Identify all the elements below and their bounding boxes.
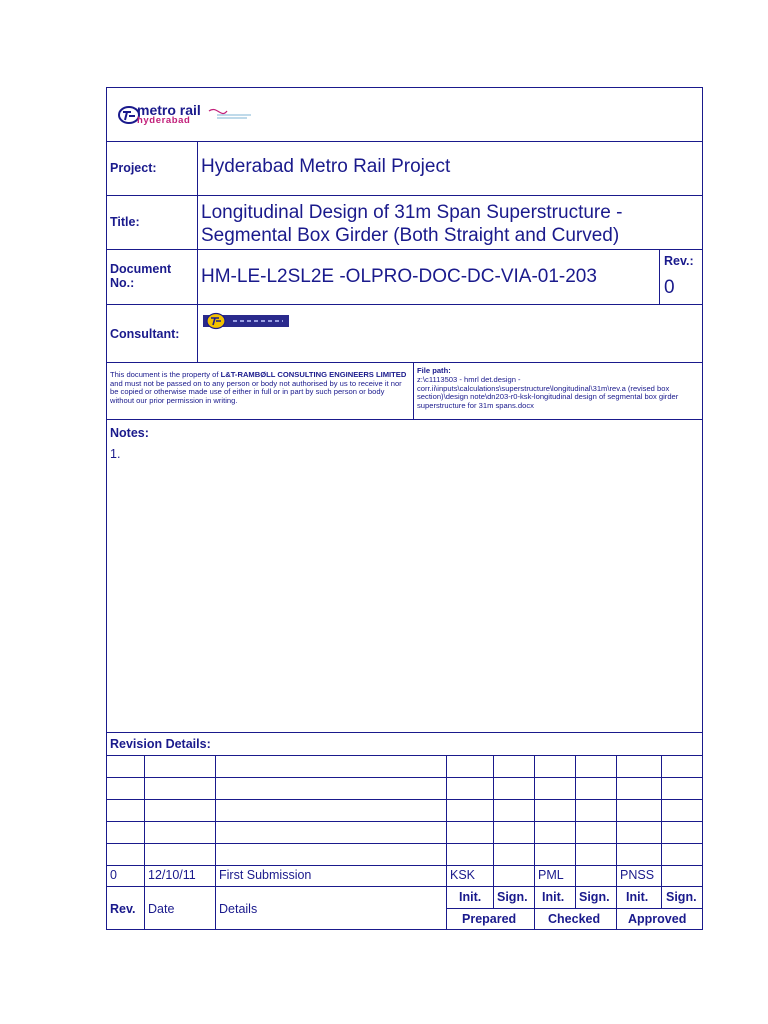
revision-date: 12/10/11: [148, 868, 196, 882]
title-line2: Segmental Box Girder (Both Straight and Curved): [201, 225, 620, 246]
logo-text-line2: hyderabad: [137, 115, 191, 126]
file-path-label: File path:: [417, 366, 451, 375]
divider: [144, 755, 145, 930]
divider: [106, 843, 703, 844]
ownership-notice: [110, 371, 410, 405]
divider: [106, 419, 703, 420]
divider: [413, 362, 414, 419]
header-init-checked: Init.: [542, 890, 565, 904]
file-path-value: z:\c1113503 - hmrl det.design - corr.ii\inputs\calculations\superstructure\longitudinal\31m\rev.a (revised box section)\design note\dn203-r0-ksk-longitudinal design of segmental box girder superstructure for 31m spans.docx: [417, 375, 679, 410]
project-value: Hyderabad Metro Rail Project: [201, 156, 451, 177]
divider: [575, 755, 576, 908]
divider: [106, 732, 703, 733]
header-init-prepared: Init.: [459, 890, 482, 904]
divider: [106, 886, 703, 887]
header-details: Details: [219, 902, 258, 916]
title-line1: Longitudinal Design of 31m Span Superstructure -: [201, 202, 623, 223]
divider: [215, 755, 216, 930]
header-date: Date: [148, 902, 175, 916]
divider: [106, 141, 703, 142]
revision-rev: 0: [110, 868, 117, 882]
divider: [197, 141, 198, 362]
divider: [616, 755, 617, 930]
divider: [534, 755, 535, 930]
header-checked: Checked: [548, 912, 601, 926]
document-label: Document: [110, 262, 172, 276]
checked-initials: PML: [538, 868, 564, 882]
divider: [106, 777, 703, 778]
divider: [446, 755, 447, 930]
divider: [106, 821, 703, 822]
header-sign-checked: Sign.: [579, 890, 610, 904]
divider: [661, 755, 662, 908]
approved-initials: PNSS: [620, 868, 655, 882]
header-rev: Rev.: [110, 902, 136, 916]
prepared-initials: KSK: [450, 868, 476, 882]
rev-value: 0: [664, 277, 675, 298]
document-number: HM-LE-L2SL2E -OLPRO-DOC-DC-VIA-01-203: [201, 266, 597, 287]
logo-text-line1: metro rail: [137, 102, 201, 118]
header-prepared: Prepared: [462, 912, 517, 926]
notice-text-end: and must not be passed on to any person or body not authorised by us to receive it nor be copied or otherwise made use of either in full or in part by such person or body without our prior permission in writing.: [110, 378, 402, 405]
header-approved: Approved: [628, 912, 687, 926]
divider: [106, 799, 703, 800]
project-label: Project:: [110, 161, 157, 175]
revision-details-label: Revision Details:: [110, 737, 211, 751]
revision-details: First Submission: [219, 868, 312, 882]
header-init-approved: Init.: [626, 890, 649, 904]
title-label: Title:: [110, 215, 140, 229]
divider: [446, 908, 703, 909]
divider: [106, 755, 703, 756]
header-sign-approved: Sign.: [666, 890, 697, 904]
notes-item: 1.: [110, 447, 121, 461]
notes-label: Notes:: [110, 426, 149, 440]
notice-company: L&T-RAMBØLL CONSULTING ENGINEERS LIMITED: [220, 370, 407, 379]
rev-label: Rev.:: [664, 254, 694, 268]
document-label-no: No.:: [110, 276, 135, 290]
divider: [106, 304, 703, 305]
consultant-logo: [203, 312, 289, 330]
divider: [106, 865, 703, 866]
divider: [493, 755, 494, 908]
divider: [106, 195, 703, 196]
header-sign-prepared: Sign.: [497, 890, 528, 904]
divider: [659, 249, 660, 304]
divider: [106, 362, 703, 363]
consultant-label: Consultant:: [110, 327, 180, 341]
divider: [106, 249, 703, 250]
notice-text-start: This document is the property of: [110, 370, 221, 379]
